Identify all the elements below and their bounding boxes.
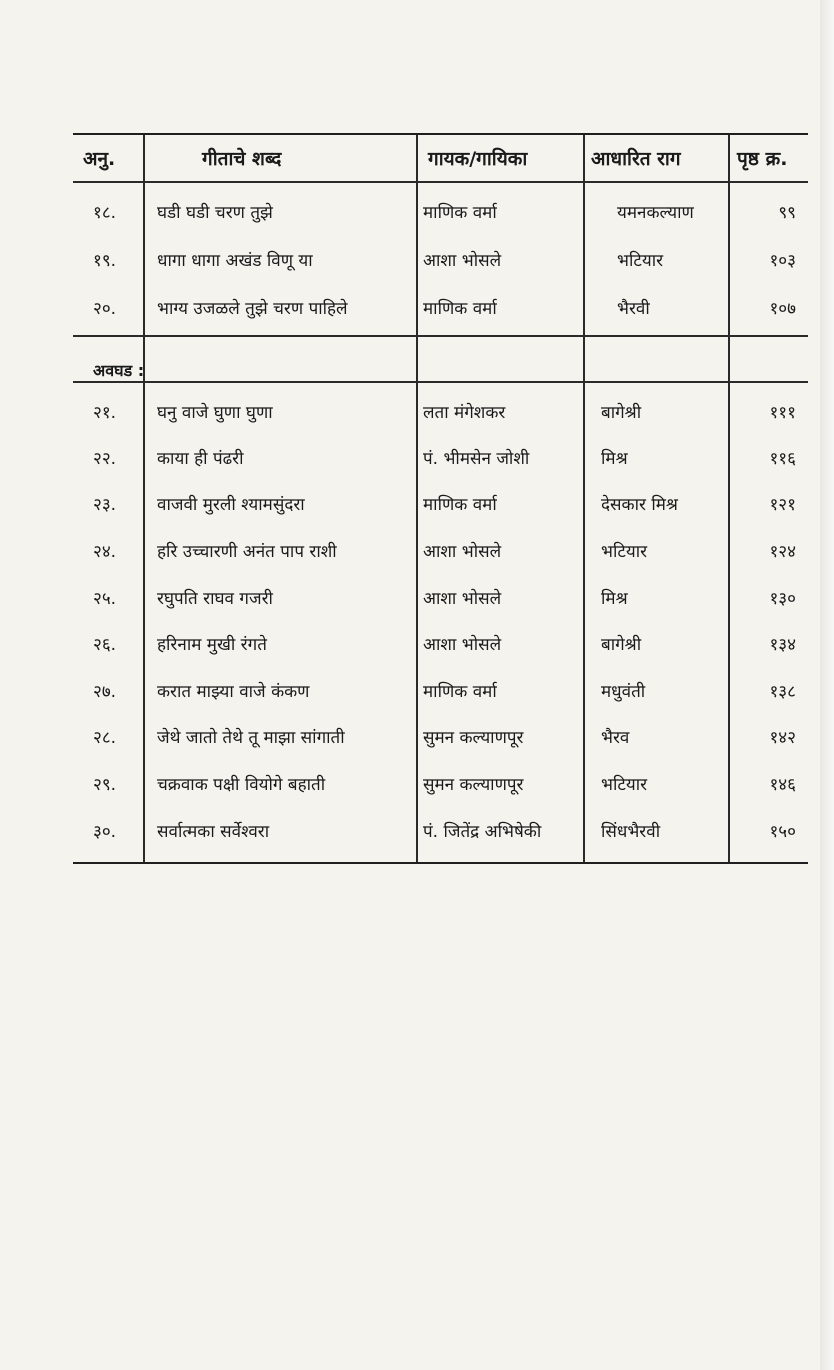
row-title: वाजवी मुरली श्यामसुंदरा: [157, 495, 305, 515]
row-number: २१.: [93, 403, 117, 423]
row-number: २३.: [93, 495, 117, 515]
table-row: [73, 301, 808, 331]
row-number: १८.: [93, 203, 117, 223]
row-number: ३०.: [93, 822, 117, 842]
row-raag: मधुवंती: [601, 682, 646, 702]
row-page: १३८: [769, 682, 796, 702]
row-raag: भटियार: [617, 251, 664, 271]
row-singer: आशा भोसले: [423, 635, 502, 655]
row-singer: माणिक वर्मा: [423, 299, 497, 319]
row-number: २८.: [93, 728, 117, 748]
row-raag: भैरव: [601, 728, 630, 748]
row-singer: लता मंगेशकर: [423, 403, 506, 423]
row-singer: माणिक वर्मा: [423, 495, 497, 515]
row-title: धागा धागा अखंड विणू या: [157, 251, 313, 271]
table-row: [73, 205, 808, 235]
table-row: [73, 777, 808, 807]
row-singer: आशा भोसले: [423, 542, 502, 562]
row-raag: बागेश्री: [601, 403, 642, 423]
page-edge: [820, 0, 834, 1370]
row-title: काया ही पंढरी: [157, 449, 244, 469]
row-singer: पं. भीमसेन जोशी: [423, 449, 530, 469]
row-raag: भटियार: [601, 542, 648, 562]
header-page: पृष्ठ क्र.: [737, 148, 788, 170]
table-row: [73, 824, 808, 854]
song-index-table: [73, 133, 808, 864]
row-page: १४२: [769, 728, 796, 748]
row-title: सर्वात्मका सर्वेश्वरा: [157, 822, 270, 842]
row-page: १२१: [769, 495, 796, 515]
header-number: अनु.: [83, 148, 116, 170]
row-page: १०३: [769, 251, 796, 271]
table-row: [73, 591, 808, 621]
header-singer: गायक/गायिका: [428, 148, 528, 170]
table-row: [73, 451, 808, 481]
row-singer: आशा भोसले: [423, 251, 502, 271]
row-number: २४.: [93, 542, 117, 562]
row-title: चक्रवाक पक्षी वियोगे बहाती: [157, 775, 326, 795]
row-raag: बागेश्री: [601, 635, 642, 655]
header-title: गीताचे शब्द: [202, 148, 282, 170]
row-number: २६.: [93, 635, 117, 655]
header-divider: [73, 181, 808, 183]
header-raag: आधारित राग: [591, 148, 681, 170]
row-page: १२४: [769, 542, 796, 562]
table-row: [73, 405, 808, 435]
row-title: जेथे जातो तेथे तू माझा सांगाती: [157, 728, 345, 748]
row-number: १९.: [93, 251, 117, 271]
row-number: २७.: [93, 682, 117, 702]
row-raag: मिश्र: [601, 449, 628, 469]
row-singer: पं. जितेंद्र अभिषेकी: [423, 822, 542, 842]
row-raag: देसकार मिश्र: [601, 495, 678, 515]
row-singer: माणिक वर्मा: [423, 203, 497, 223]
row-page: १३०: [769, 589, 796, 609]
row-singer: सुमन कल्याणपूर: [423, 728, 524, 748]
section-heading: अवघड :: [93, 361, 145, 380]
table-row: [73, 544, 808, 574]
row-page: ९९: [778, 203, 796, 223]
row-number: २५.: [93, 589, 117, 609]
row-title: भाग्य उजळले तुझे चरण पाहिले: [157, 299, 348, 319]
section-divider: [73, 335, 808, 337]
table-row: [73, 253, 808, 283]
row-title: घडी घडी चरण तुझे: [157, 203, 273, 223]
section-divider: [73, 381, 808, 383]
row-title: घनु वाजे घुणा घुणा: [157, 403, 273, 423]
row-raag: सिंधभैरवी: [601, 822, 661, 842]
row-title: हरिनाम मुखी रंगते: [157, 635, 267, 655]
row-page: १०७: [769, 299, 796, 319]
row-page: ११६: [769, 449, 796, 469]
table-row: [73, 497, 808, 527]
row-title: रघुपति राघव गजरी: [157, 589, 273, 609]
row-page: १५०: [769, 822, 796, 842]
row-number: २९.: [93, 775, 117, 795]
row-number: २०.: [93, 299, 117, 319]
row-singer: आशा भोसले: [423, 589, 502, 609]
table-row: [73, 730, 808, 760]
row-singer: माणिक वर्मा: [423, 682, 497, 702]
row-number: २२.: [93, 449, 117, 469]
row-page: १३४: [769, 635, 796, 655]
row-raag: भैरवी: [617, 299, 650, 319]
row-title: हरि उच्चारणी अनंत पाप राशी: [157, 542, 337, 562]
row-raag: मिश्र: [601, 589, 628, 609]
row-page: १११: [769, 403, 796, 423]
row-raag: भटियार: [601, 775, 648, 795]
row-raag: यमनकल्याण: [617, 203, 694, 223]
row-singer: सुमन कल्याणपूर: [423, 775, 524, 795]
table-row: [73, 637, 808, 667]
table-row: [73, 684, 808, 714]
row-page: १४६: [769, 775, 796, 795]
row-title: करात माझ्या वाजे कंकण: [157, 682, 310, 702]
